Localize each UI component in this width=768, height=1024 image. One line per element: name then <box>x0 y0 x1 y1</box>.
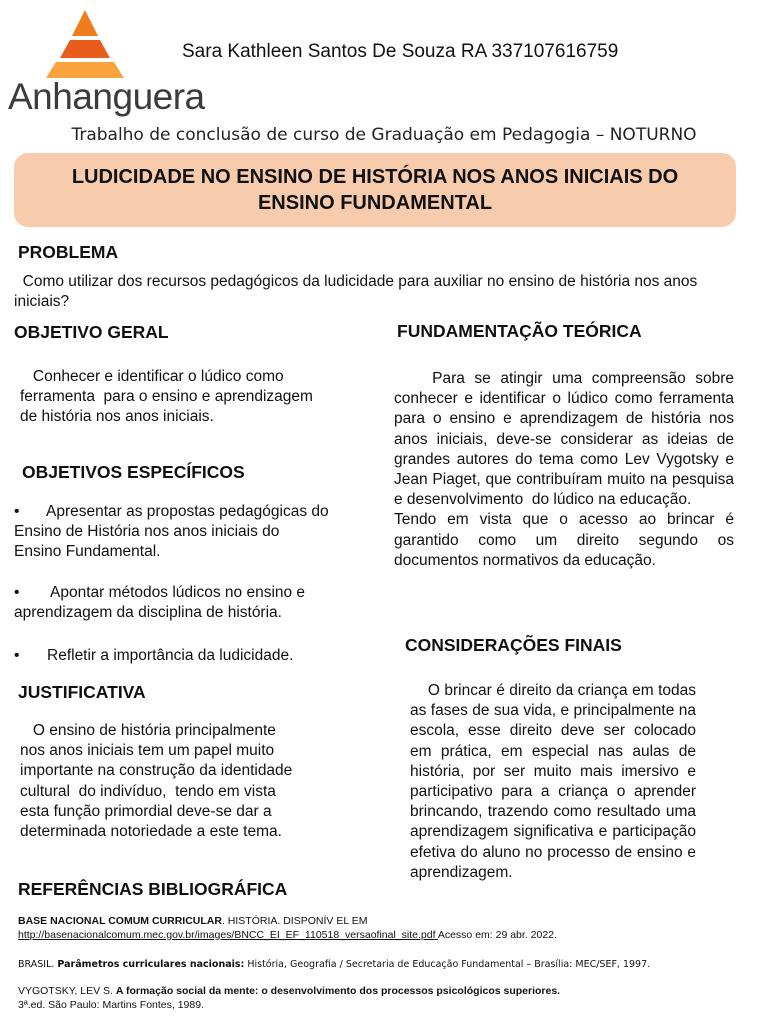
reference-1-title: BASE NACIONAL COMUM CURRICULAR <box>18 915 222 927</box>
problema-heading: PROBLEMA <box>18 242 119 262</box>
reference-2-rest: História, Geografia / Secretaria de Educação Fundamental – Brasília: MEC/SEF, 1997. <box>244 959 651 970</box>
reference-3 <box>18 985 758 1012</box>
anhanguera-logo-icon <box>40 8 130 78</box>
reference-2 <box>18 958 758 972</box>
list-item: • Apresentar as propostas pedagógicas do Ensino de História nos anos iniciais do Ensino Fundamental. <box>14 503 329 561</box>
reference-3-title: A formação social da mente: o desenvolvimento dos processos psicológicos superiores. <box>115 985 561 997</box>
reference-2-pre: BRASIL. <box>18 959 58 970</box>
course-line: Trabalho de conclusão de curso de Graduação em Pedagogia – NOTURNO <box>71 125 697 145</box>
author-line: Sara Kathleen Santos De Souza RA 337107616759 <box>182 41 619 62</box>
fundamentacao-text <box>394 369 739 571</box>
reference-1-access: Acesso em: 29 abr. 2022. <box>437 928 557 941</box>
objetivo-geral-heading: OBJETIVO GERAL <box>14 322 169 342</box>
reference-3-line2: 3ª.ed. São Paulo: Martins Fontes, 1989. <box>18 998 204 1011</box>
logo-text: Anhanguera <box>8 76 205 117</box>
problema-text: Como utilizar dos recursos pedagógicos da ludicidade para auxiliar no ensino de história nos anos iniciais? <box>14 273 702 311</box>
title-line-2: ENSINO FUNDAMENTAL <box>257 192 493 214</box>
list-item: • Refletir a importância da ludicidade. <box>14 646 334 666</box>
reference-3-pre: VYGOTSKY, LEV S. <box>18 985 116 997</box>
consideracoes-heading: CONSIDERAÇÕES FINAIS <box>405 635 622 655</box>
fundamentacao-text-2: Tendo em vista que o acesso ao brincar é garantido como um direito segundo os documentos normativos da educação. <box>394 511 739 569</box>
title-banner <box>14 153 736 227</box>
reference-1-rest: . HISTÓRIA. DISPONÍV EL EM <box>221 915 368 927</box>
fundamentacao-heading: FUNDAMENTAÇÃO TEÓRICA <box>397 321 642 341</box>
justificativa-text: O ensino de história principalmente nos anos iniciais tem um papel muito importante na construção da identidade cultural do indivíduo, tendo em vista esta função primordial deve-se dar a determinada notoriedade a este tema. <box>20 722 297 841</box>
list-item: • Apontar métodos lúdicos no ensino e aprendizagem da disciplina de história. <box>14 584 306 622</box>
reference-1 <box>18 915 758 942</box>
objetivos-especificos-heading: OBJETIVOS ESPECÍFICOS <box>22 462 245 482</box>
objetivo-geral-text: Conhecer e identificar o lúdico como ferramenta para o ensino e aprendizagem de história nos anos iniciais. <box>20 368 318 426</box>
bullet-dot: • <box>14 584 20 601</box>
referencias-heading: REFERÊNCIAS BIBLIOGRÁFICA <box>18 879 288 899</box>
bullet-dot: • <box>14 503 20 520</box>
consideracoes-text: O brincar é direito da criança em todas as fases de sua vida, e principalmente na escola, esse direito deve ser colocado em prática, em especial nas aulas de história, por ser muito mais imersivo e participativo para a criança o aprender brincando, trazendo como resultado uma aprendizagem significativa e participação efetiva do aluno no processo de ensino e aprendizagem. <box>410 682 701 881</box>
fundamentacao-text-1: Para se atingir uma compreensão sobre conhecer e identificar o lúdico como ferramenta para o ensino e aprendizagem de história nos anos iniciais, deve-se considerar as ideias de grandes autores do tema como Lev Vygotsky e Jean Piaget, que contribuíram muito na pesquisa e desenvolvimento do lúdico na educação. <box>394 370 739 509</box>
title-line-1: LUDICIDADE NO ENSINO DE HISTÓRIA NOS ANOS INICIAIS DO <box>71 166 679 188</box>
reference-1-link[interactable]: http://basenacionalcomum.mec.gov.br/images/BNCC_EI_EF_110518_versaofinal_site.pdf <box>18 928 438 941</box>
bullet-dot: • <box>14 647 20 664</box>
justificativa-heading: JUSTIFICATIVA <box>18 682 146 702</box>
reference-2-title: Parâmetros curriculares nacionais: <box>57 959 245 970</box>
